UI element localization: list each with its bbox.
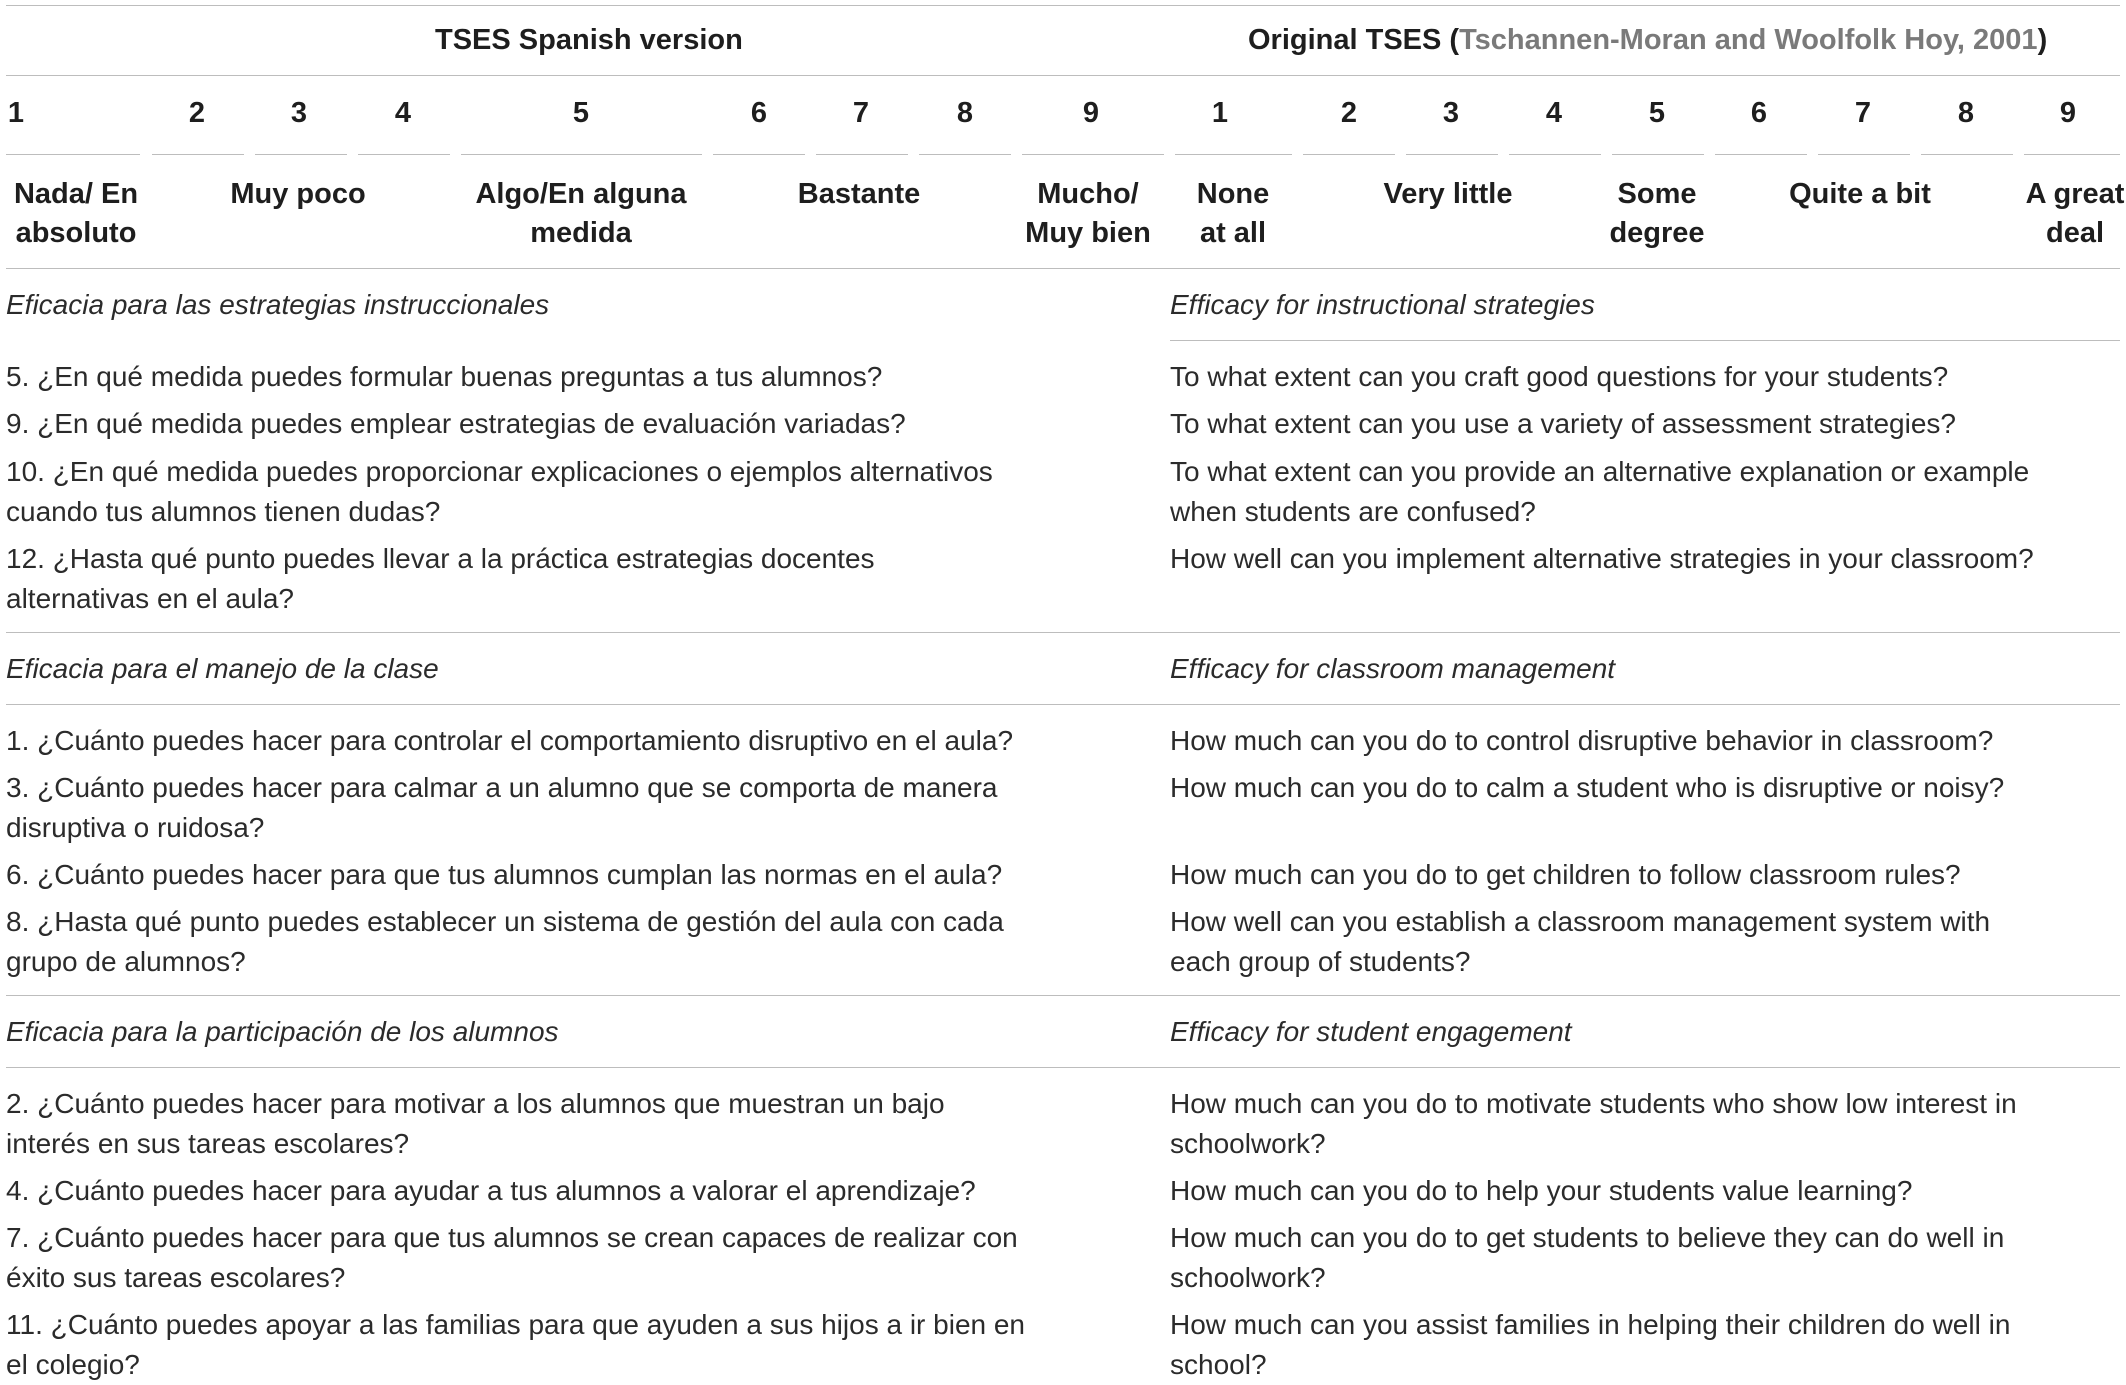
section-title-es: Eficacia para las estrategias instruccionales — [6, 289, 550, 320]
scale-number-es: 7 — [852, 97, 870, 129]
citation-link[interactable]: Tschannen-Moran and Woolfolk Hoy, 2001 — [1459, 24, 2038, 56]
scale-segment — [2024, 154, 2120, 155]
scale-number-en: 8 — [1957, 97, 1975, 129]
item-en: To what extent can you craft good questions for your students? — [1170, 361, 1949, 392]
scale-segment — [358, 154, 450, 155]
item-es: 10. ¿En qué medida puedes proporcionar explicaciones o ejemplos alternativos cuando tus alumnos tienen dudas? — [6, 456, 993, 527]
scale-label-en: Quite a bit — [1789, 178, 1931, 210]
original-title-suffix: ) — [2037, 24, 2048, 56]
scale-segment — [6, 154, 140, 155]
scale-number-es: 8 — [956, 97, 974, 129]
scale-number-en: 6 — [1750, 97, 1768, 129]
scale-label-es: Bastante — [797, 178, 921, 210]
scale-number-es: 1 — [7, 97, 25, 129]
scale-number-es: 3 — [290, 97, 308, 129]
scale-number-en: 9 — [2059, 97, 2077, 129]
scale-label-es: Nada/ En absoluto — [13, 178, 139, 249]
section-title-es: Eficacia para el manejo de la clase — [6, 653, 439, 684]
item-en: How much can you do to motivate students who show low interest in schoolwork? — [1170, 1088, 2017, 1159]
scale-label-en: Very little — [1383, 178, 1513, 210]
scale-segment — [713, 154, 805, 155]
scale-segment — [255, 154, 347, 155]
scale-segment — [152, 154, 244, 155]
scale-segment — [1818, 154, 1910, 155]
item-es: 2. ¿Cuánto puedes hacer para motivar a los alumnos que muestran un bajo interés en sus tareas escolares? — [6, 1088, 945, 1159]
section-rule — [1170, 340, 2120, 341]
section-title-en: Efficacy for instructional strategies — [1170, 289, 1595, 320]
item-es: 5. ¿En qué medida puedes formular buenas preguntas a tus alumnos? — [6, 361, 883, 392]
scale-number-en: 5 — [1648, 97, 1666, 129]
scale-segment — [1612, 154, 1704, 155]
scale-label-en: None at all — [1196, 178, 1270, 249]
scale-label-en: A great deal — [2025, 178, 2125, 249]
item-es: 3. ¿Cuánto puedes hacer para calmar a un alumno que se comporta de manera disruptiva o ruidosa? — [6, 772, 998, 843]
scale-segment — [1715, 154, 1807, 155]
section-rule — [6, 704, 2120, 705]
section-divider — [6, 632, 2120, 633]
scale-segment — [1022, 154, 1164, 155]
item-es: 7. ¿Cuánto puedes hacer para que tus alumnos se crean capaces de realizar con éxito sus tareas escolares? — [6, 1222, 1018, 1293]
scale-segment — [1175, 154, 1292, 155]
section-rule — [6, 1067, 2120, 1068]
item-es: 6. ¿Cuánto puedes hacer para que tus alumnos cumplan las normas en el aula? — [6, 859, 1003, 890]
item-en: How much can you do to control disruptive behavior in classroom? — [1170, 725, 1994, 756]
scale-number-en: 2 — [1340, 97, 1358, 129]
scale-label-es: Muy poco — [230, 178, 366, 210]
scale-segment — [816, 154, 908, 155]
scale-segment — [919, 154, 1011, 155]
item-en: How well can you establish a classroom management system with each group of students? — [1170, 906, 1991, 977]
item-en: How well can you implement alternative strategies in your classroom? — [1170, 543, 2034, 574]
item-es: 11. ¿Cuánto puedes apoyar a las familias para que ayuden a sus hijos a ir bien en el colegio? — [6, 1309, 1026, 1380]
item-es: 12. ¿Hasta qué punto puedes llevar a la práctica estrategias docentes alternativas en el aula? — [6, 543, 875, 614]
scale-number-en: 4 — [1545, 97, 1563, 129]
item-es: 9. ¿En qué medida puedes emplear estrategias de evaluación variadas? — [6, 408, 906, 439]
scale-segment — [1406, 154, 1498, 155]
section-title-es: Eficacia para la participación de los alumnos — [6, 1016, 559, 1047]
item-en: To what extent can you use a variety of assessment strategies? — [1170, 408, 1956, 439]
item-en: To what extent can you provide an alternative explanation or example when students are confused? — [1170, 456, 2030, 527]
section-title-en: Efficacy for classroom management — [1170, 653, 1616, 684]
scale-label-es: Algo/En alguna medida — [475, 178, 687, 249]
item-es: 8. ¿Hasta qué punto puedes establecer un sistema de gestión del aula con cada grupo de alumnos? — [6, 906, 1004, 977]
item-en: How much can you assist families in helping their children do well in school? — [1170, 1309, 2011, 1380]
scale-number-es: 4 — [394, 97, 412, 129]
scale-label-es: Mucho/ Muy bien — [1025, 178, 1151, 249]
section-title-en: Efficacy for student engagement — [1170, 1016, 1572, 1047]
item-en: How much can you do to calm a student who is disruptive or noisy? — [1170, 772, 2005, 803]
item-en: How much can you do to get students to believe they can do well in schoolwork? — [1170, 1222, 2005, 1293]
item-es: 4. ¿Cuánto puedes hacer para ayudar a tus alumnos a valorar el aprendizaje? — [6, 1175, 976, 1206]
scale-number-es: 6 — [750, 97, 768, 129]
scale-number-es: 9 — [1082, 97, 1100, 129]
scale-segment — [1303, 154, 1395, 155]
scale-number-en: 1 — [1211, 97, 1229, 129]
original-title-prefix: Original TSES ( — [1248, 24, 1460, 56]
item-es: 1. ¿Cuánto puedes hacer para controlar el comportamiento disruptivo en el aula? — [6, 725, 1014, 756]
item-en: How much can you do to get children to follow classroom rules? — [1170, 859, 1961, 890]
scale-label-en: Some degree — [1609, 178, 1705, 249]
title-rule — [6, 75, 2120, 76]
header-bottom-rule — [6, 268, 2120, 269]
scale-number-en: 7 — [1854, 97, 1872, 129]
original-version-title — [1248, 24, 2047, 57]
spanish-version-title: TSES Spanish version — [435, 24, 743, 56]
scale-segment — [1509, 154, 1601, 155]
top-rule — [6, 5, 2120, 6]
item-en: How much can you do to help your students value learning? — [1170, 1175, 1913, 1206]
scale-segment — [1921, 154, 2013, 155]
section-divider — [6, 995, 2120, 996]
scale-number-es: 5 — [572, 97, 590, 129]
scale-segment — [461, 154, 702, 155]
scale-number-en: 3 — [1442, 97, 1460, 129]
scale-number-es: 2 — [188, 97, 206, 129]
